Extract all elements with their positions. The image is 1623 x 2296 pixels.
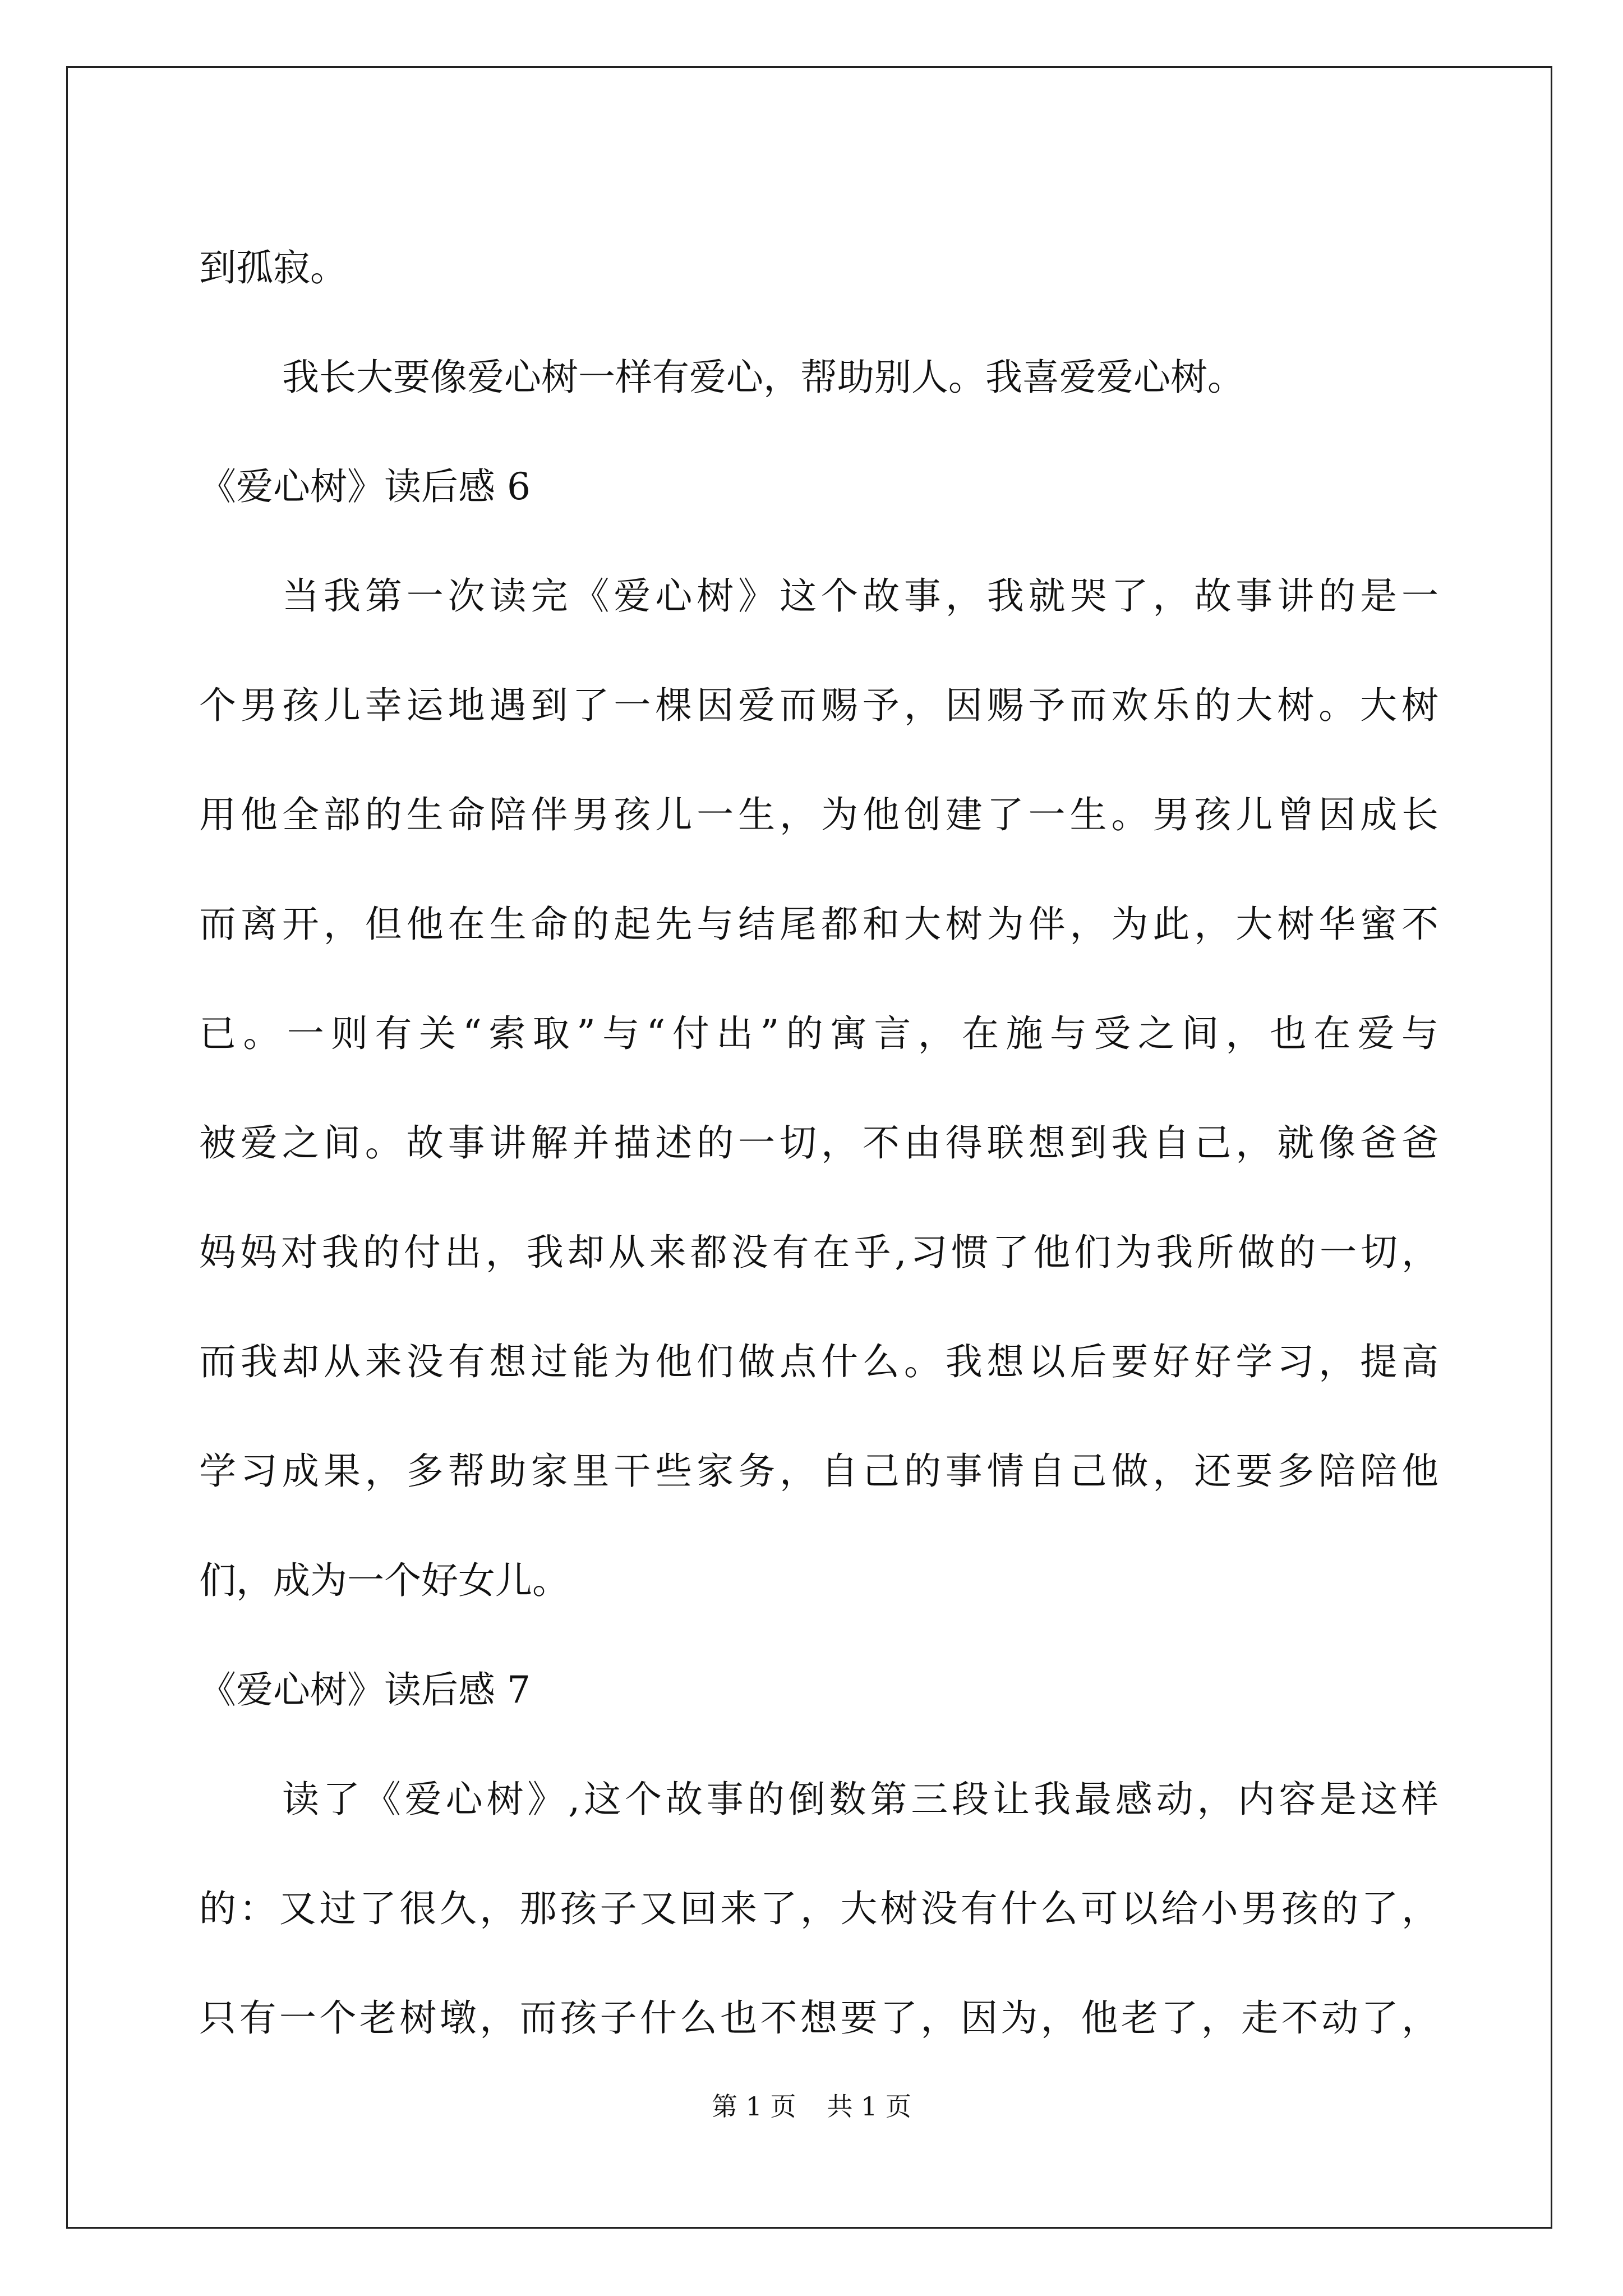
page-number: 第 1 页 — [711, 2091, 796, 2122]
text-line: 当我第一次读完《爱心树》这个故事，我就哭了，故事讲的是一 — [282, 574, 1438, 618]
text-line: 们，成为一个好女儿。 — [199, 1559, 569, 1602]
text-line: 被爱之间。故事讲解并描述的一切，不由得联想到我自己，就像爸爸 — [199, 1121, 1438, 1165]
text-line: 已。一则有关“索取”与“付出”的寓言，在施与受之间，也在爱与 — [199, 1012, 1438, 1055]
page-total: 共 1 页 — [827, 2091, 912, 2122]
text-line: 用他全部的生命陪伴男孩儿一生，为他创建了一生。男孩儿曾因成长 — [199, 793, 1438, 836]
text-line: 个男孩儿幸运地遇到了一棵因爱而赐予，因赐予而欢乐的大树。大树 — [199, 684, 1438, 727]
text-line: 的：又过了很久，那孩子又回来了，大树没有什么可以给小男孩的了， — [199, 1887, 1438, 1930]
text-line: 只有一个老树墩，而孩子什么也不想要了，因为，他老了，走不动了， — [199, 1996, 1438, 2040]
text-line: 到孤寂。 — [199, 246, 347, 289]
section-heading: 《爱心树》读后感 7 — [199, 1668, 531, 1711]
text-line: 我长大要像爱心树一样有爱心，帮助别人。我喜爱爱心树。 — [282, 356, 1244, 399]
document-body — [199, 213, 1438, 2073]
text-line: 学习成果，多帮助家里干些家务，自己的事情自己做，还要多陪陪他 — [199, 1450, 1438, 1493]
text-line: 而我却从来没有想过能为他们做点什么。我想以后要好好学习，提高 — [199, 1340, 1438, 1383]
text-line: 妈妈对我的付出，我却从来都没有在乎,习惯了他们为我所做的一切， — [199, 1231, 1438, 1274]
text-line: 而离开，但他在生命的起先与结尾都和大树为伴，为此，大树华蜜不 — [199, 903, 1438, 946]
section-heading: 《爱心树》读后感 6 — [199, 465, 531, 508]
page-footer — [0, 2090, 1623, 2123]
text-line: 读了《爱心树》,这个故事的倒数第三段让我最感动，内容是这样 — [282, 1778, 1438, 1821]
